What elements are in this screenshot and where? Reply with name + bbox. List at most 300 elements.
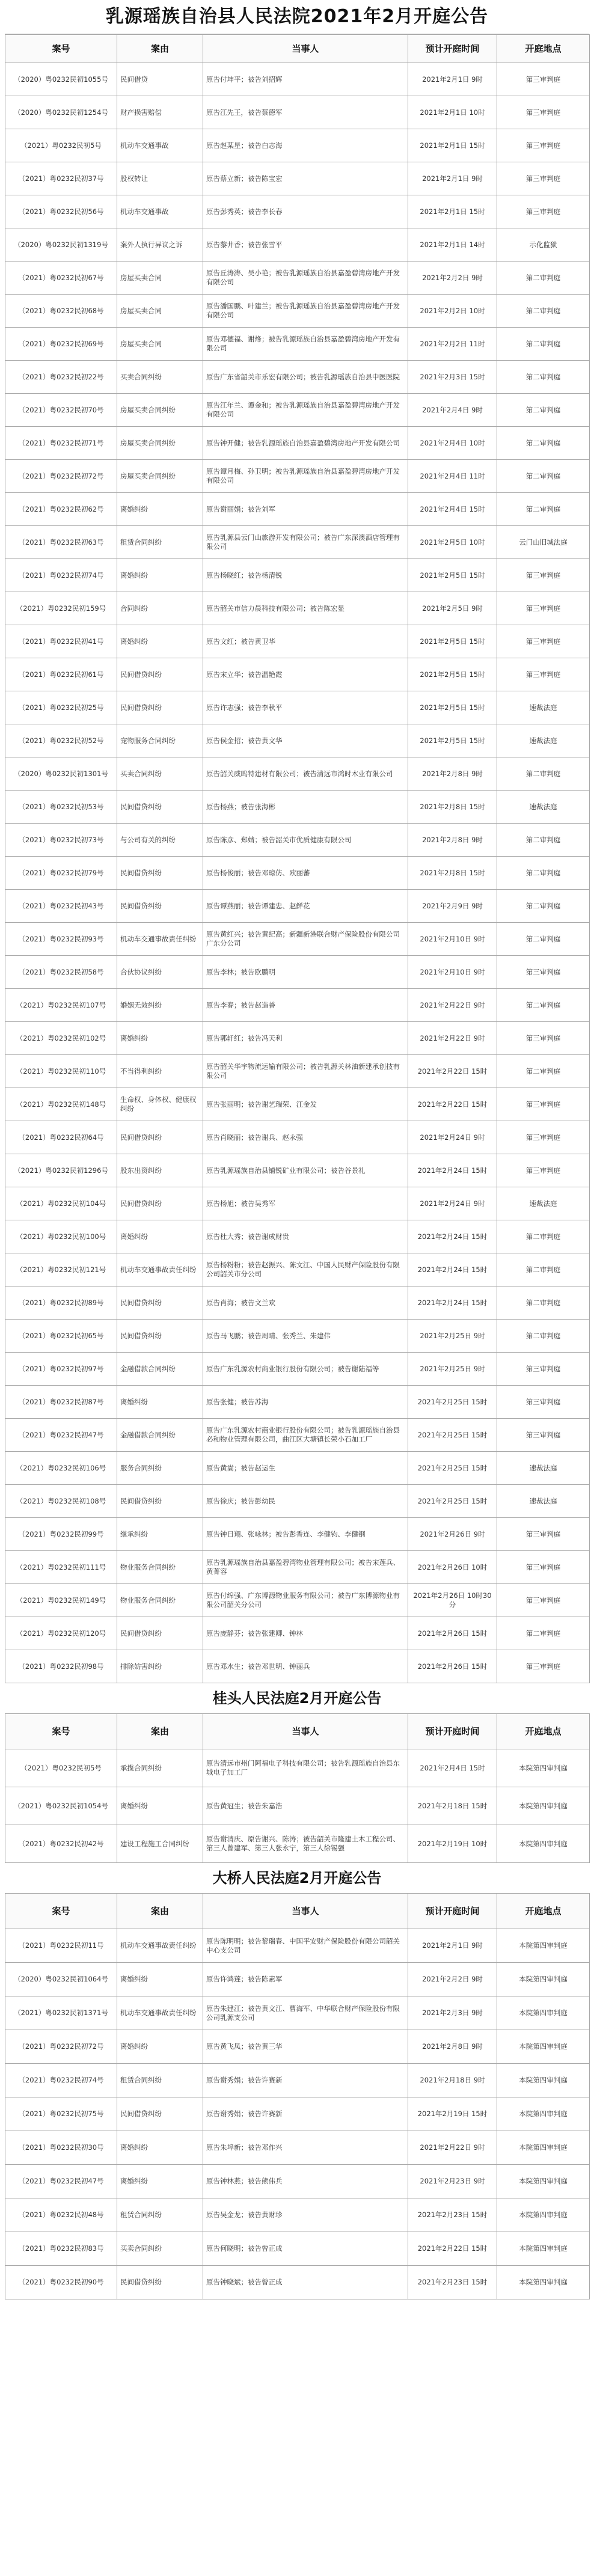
table-row [5,1187,590,1220]
table-row [5,1650,590,1683]
hearing-time-cell: 2021年2月1日 15时 [408,195,497,228]
table-row [5,2266,590,2299]
cause-cell: 民间借贷纠纷 [117,890,203,923]
table-row [5,1749,590,1787]
table-row [5,1386,590,1419]
parties-cell: 原告宋立华；被告温艳霞 [203,658,408,691]
table-row [5,691,590,724]
parties-cell: 原告黎井香；被告张雪平 [203,228,408,262]
case-number-cell: （2021）粤0232民初61号 [5,658,117,691]
hearing-time-cell: 2021年2月22日 9时 [408,989,497,1022]
table-row [5,1154,590,1187]
table-row [5,592,590,625]
cause-cell: 离婚纠纷 [117,2131,203,2165]
cause-cell: 金融借款合同纠纷 [117,1353,203,1386]
parties-cell: 原告何晓明；被告曾正成 [203,2232,408,2266]
cause-cell: 离婚纠纷 [117,1220,203,1253]
hearing-time-cell: 2021年2月5日 9时 [408,592,497,625]
cause-cell: 民间借贷纠纷 [117,2266,203,2299]
case-number-cell: （2021）粤0232民初87号 [5,1386,117,1419]
table-row [5,625,590,658]
parties-cell: 原告彭秀英；被告李长春 [203,195,408,228]
hearing-time-cell: 2021年2月23日 9时 [408,2165,497,2198]
table-row [5,890,590,923]
parties-cell: 原告李春；被告赵造善 [203,989,408,1022]
location-cell: 本院第四审判庭 [497,2030,590,2064]
case-number-cell: （2021）粤0232民初41号 [5,625,117,658]
cause-cell: 房屋买卖合同纠纷 [117,460,203,493]
cause-cell: 生命权、身体权、健康权纠纷 [117,1088,203,1121]
parties-cell: 原告钟林燕；被告熊伟兵 [203,2165,408,2198]
location-cell: 第三审判庭 [497,162,590,195]
hearing-time-cell: 2021年2月2日 9时 [408,262,497,295]
hearing-time-cell: 2021年2月2日 9时 [408,1963,497,1996]
case-number-cell: （2021）粤0232民初90号 [5,2266,117,2299]
cause-cell: 买卖合同纠纷 [117,2232,203,2266]
cause-cell: 建设工程施工合同纠纷 [117,1825,203,1863]
location-cell: 速裁法庭 [497,691,590,724]
table-row [5,2097,590,2131]
case-number-cell: （2021）粤0232民初70号 [5,394,117,427]
case-number-cell: （2021）粤0232民初72号 [5,460,117,493]
parties-cell: 原告韶关威呜特建材有限公司；被告清远市鸿时木业有限公司 [203,757,408,791]
location-cell: 第三审判庭 [497,1518,590,1551]
cause-cell: 民间借贷纠纷 [117,1617,203,1650]
cause-cell: 机动车交通事故责任纠纷 [117,1929,203,1963]
table-row [5,1286,590,1320]
location-cell: 第二审判庭 [497,1055,590,1088]
cause-cell: 案外人执行异议之诉 [117,228,203,262]
location-cell: 第三审判庭 [497,96,590,129]
location-cell: 本院第四审判庭 [497,1996,590,2030]
location-cell: 本院第四审判庭 [497,2165,590,2198]
hearing-time-cell: 2021年2月22日 15时 [408,1088,497,1121]
hearing-time-cell: 2021年2月2日 11时 [408,328,497,361]
case-number-cell: （2021）粤0232民初53号 [5,791,117,824]
parties-cell: 原告谭月梅、孙卫明；被告乳源瑶族自治县嘉盈碧湾房地产开发有限公司 [203,460,408,493]
case-number-cell: （2021）粤0232民初67号 [5,262,117,295]
cause-cell: 股东出资纠纷 [117,1154,203,1187]
case-number-cell: （2021）粤0232民初75号 [5,2097,117,2131]
case-number-cell: （2021）粤0232民初110号 [5,1055,117,1088]
location-cell: 第三审判庭 [497,1154,590,1187]
table-row [5,1996,590,2030]
location-cell: 速裁法庭 [497,1485,590,1518]
location-cell: 本院第四审判庭 [497,2266,590,2299]
parties-cell: 原告潘国鹏、叶建兰；被告乳源瑶族自治县嘉盈碧湾房地产开发有限公司 [203,295,408,328]
case-number-cell: （2021）粤0232民初149号 [5,1584,117,1617]
parties-cell: 原告韶关市信力晨科技有限公司；被告陈宏显 [203,592,408,625]
location-cell: 第二审判庭 [497,1286,590,1320]
parties-cell: 原告文红；被告黄卫华 [203,625,408,658]
parties-cell: 原告徐庆；被告彭幼民 [203,1485,408,1518]
cause-cell: 房屋买卖合同 [117,328,203,361]
location-cell: 第三审判庭 [497,1551,590,1584]
header-parties: 当事人 [203,1894,408,1929]
parties-cell: 原告蔡立新；被告陈宝宏 [203,162,408,195]
cause-cell: 买卖合同纠纷 [117,757,203,791]
case-number-cell: （2020）粤0232民初1319号 [5,228,117,262]
case-number-cell: （2021）粤0232民初111号 [5,1551,117,1584]
case-number-cell: （2021）粤0232民初159号 [5,592,117,625]
hearing-time-cell: 2021年2月18日 9时 [408,2064,497,2097]
hearing-time-cell: 2021年2月1日 14时 [408,228,497,262]
parties-cell: 原告马飞鹏；被告周晴、张秀兰、朱建伟 [203,1320,408,1353]
table-row [5,1485,590,1518]
case-number-cell: （2021）粤0232民初48号 [5,2198,117,2232]
case-number-cell: （2021）粤0232民初65号 [5,1320,117,1353]
case-number-cell: （2021）粤0232民初99号 [5,1518,117,1551]
parties-cell: 原告许志强；被告李秋平 [203,691,408,724]
header-case-no: 案号 [5,35,117,63]
header-location: 开庭地点 [497,1894,590,1929]
cause-cell: 离婚纠纷 [117,559,203,592]
location-cell: 第二审判庭 [497,295,590,328]
parties-cell: 原告广东乳源农村商业银行股份有限公司；被告乳源瑶族自治县必和物业管理有限公司，曲江区大塘镇长荣小石加工厂 [203,1419,408,1452]
cause-cell: 房屋买卖合同纠纷 [117,394,203,427]
location-cell: 速裁法庭 [497,791,590,824]
table-row [5,559,590,592]
cause-cell: 机动车交通事故责任纠纷 [117,923,203,956]
parties-cell: 原告朱建江；被告黄文江、曹海军、中华联合财产保险股份有限公司乳源支公司 [203,1996,408,2030]
table-row [5,658,590,691]
cause-cell: 机动车交通事故 [117,129,203,162]
cause-cell: 机动车交通事故 [117,195,203,228]
header-cause: 案由 [117,1714,203,1749]
location-cell: 第三审判庭 [497,658,590,691]
location-cell: 第二审判庭 [497,460,590,493]
parties-cell: 原告谢秀娟；被告许赛新 [203,2097,408,2131]
parties-cell: 原告张丽明；被告谢艺瑞荣、江金发 [203,1088,408,1121]
location-cell: 第二审判庭 [497,394,590,427]
parties-cell: 原告钟开健；被告乳源瑶族自治县嘉盈碧湾房地产开发有限公司 [203,427,408,460]
cause-cell: 民间借贷纠纷 [117,691,203,724]
hearing-time-cell: 2021年2月24日 9时 [408,1187,497,1220]
location-cell: 本院第四审判庭 [497,2198,590,2232]
hearing-time-cell: 2021年2月24日 15时 [408,1286,497,1320]
hearing-time-cell: 2021年2月1日 9时 [408,1929,497,1963]
parties-cell: 原告谢清庆、原告谢兴、陈涛；被告韶关市隆建土木工程公司、第三人曾建军、第三人张永宁，第三人徐锡强 [203,1825,408,1863]
daqiao-table [5,1893,590,2299]
parties-cell: 原告杨晓红；被告杨清锐 [203,559,408,592]
location-cell: 第三审判庭 [497,129,590,162]
cause-cell: 房屋买卖合同 [117,295,203,328]
table-row [5,1452,590,1485]
header-case-no: 案号 [5,1714,117,1749]
hearing-time-cell: 2021年2月19日 15时 [408,2097,497,2131]
parties-cell: 原告郭轩红；被告冯天利 [203,1022,408,1055]
cause-cell: 股权转让 [117,162,203,195]
case-number-cell: （2021）粤0232民初1371号 [5,1996,117,2030]
location-cell: 本院第四审判庭 [497,2064,590,2097]
location-cell: 第三审判庭 [497,1584,590,1617]
parties-cell: 原告付坤平；被告刘招辉 [203,63,408,96]
parties-cell: 原告李林；被告欧鹏明 [203,956,408,989]
parties-cell: 原告杨俊丽；被告邓琼仿、欧丽蕃 [203,857,408,890]
location-cell: 第二审判庭 [497,1253,590,1286]
header-case-no: 案号 [5,1894,117,1929]
parties-cell: 原告谢丽娟；被告刘军 [203,493,408,526]
table-row [5,328,590,361]
cause-cell: 不当得利纠纷 [117,1055,203,1088]
case-number-cell: （2021）粤0232民初37号 [5,162,117,195]
parties-cell: 原告邓水生；被告邓世明、钟丽兵 [203,1650,408,1683]
table-row [5,1963,590,1996]
cause-cell: 离婚纠纷 [117,1022,203,1055]
cause-cell: 继承纠纷 [117,1518,203,1551]
hearing-time-cell: 2021年2月1日 10时 [408,96,497,129]
parties-cell: 原告陈明明；被告黎瑞春、中国平安财产保险股份有限公司韶关中心支公司 [203,1929,408,1963]
cause-cell: 物业服务合同纠纷 [117,1584,203,1617]
table-row [5,857,590,890]
cause-cell: 宠物服务合同纠纷 [117,724,203,757]
case-number-cell: （2021）粤0232民初5号 [5,129,117,162]
location-cell: 第二审判庭 [497,824,590,857]
table-row [5,493,590,526]
parties-cell: 原告谢秀娟；被告许赛新 [203,2064,408,2097]
table-row [5,757,590,791]
case-number-cell: （2020）粤0232民初1055号 [5,63,117,96]
hearing-time-cell: 2021年2月4日 10时 [408,427,497,460]
cause-cell: 财产损害赔偿 [117,96,203,129]
table-row [5,262,590,295]
hearing-time-cell: 2021年2月26日 15时 [408,1617,497,1650]
hearing-time-cell: 2021年2月8日 9时 [408,2030,497,2064]
daqiao-table-body [5,1929,590,2299]
cause-cell: 离婚纠纷 [117,1386,203,1419]
hearing-time-cell: 2021年2月8日 15时 [408,857,497,890]
cause-cell: 民间借贷纠纷 [117,1187,203,1220]
parties-cell: 原告钟晓斌；被告曾正成 [203,2266,408,2299]
cause-cell: 机动车交通事故责任纠纷 [117,1253,203,1286]
location-cell: 第二审判庭 [497,1320,590,1353]
cause-cell: 机动车交通事故责任纠纷 [117,1996,203,2030]
main-court-table [5,34,590,1683]
hearing-time-cell: 2021年2月24日 15时 [408,1154,497,1187]
cause-cell: 民间借贷纠纷 [117,791,203,824]
cause-cell: 民间借贷纠纷 [117,658,203,691]
cause-cell: 承揽合同纠纷 [117,1749,203,1787]
parties-cell: 原告谭燕丽；被告谭建忠、赵鲜花 [203,890,408,923]
location-cell: 本院第四审判庭 [497,1929,590,1963]
parties-cell: 原告邓德福、谢烽；被告乳源瑶族自治县嘉盈碧湾房地产开发有限公司 [203,328,408,361]
case-number-cell: （2021）粤0232民初64号 [5,1121,117,1154]
case-number-cell: （2021）粤0232民初71号 [5,427,117,460]
case-number-cell: （2021）粤0232民初97号 [5,1353,117,1386]
cause-cell: 离婚纠纷 [117,493,203,526]
case-number-cell: （2021）粤0232民初47号 [5,1419,117,1452]
case-number-cell: （2021）粤0232民初98号 [5,1650,117,1683]
hearing-time-cell: 2021年2月4日 15时 [408,493,497,526]
location-cell: 本院第四审判庭 [497,1749,590,1787]
cause-cell: 租赁合同纠纷 [117,526,203,559]
parties-cell: 原告乳源瑶族自治县铺锐矿业有限公司；被告谷景礼 [203,1154,408,1187]
hearing-time-cell: 2021年2月1日 9时 [408,63,497,96]
case-number-cell: （2021）粤0232民初5号 [5,1749,117,1787]
hearing-time-cell: 2021年2月23日 15时 [408,2266,497,2299]
cause-cell: 合同纠纷 [117,592,203,625]
parties-cell: 原告江先王，被告蔡德军 [203,96,408,129]
case-number-cell: （2021）粤0232民初43号 [5,890,117,923]
hearing-time-cell: 2021年2月3日 9时 [408,1996,497,2030]
location-cell: 第二审判庭 [497,923,590,956]
cause-cell: 民间借贷纠纷 [117,1320,203,1353]
table-row [5,2165,590,2198]
header-time: 预计开庭时间 [408,1894,497,1929]
table-row [5,427,590,460]
cause-cell: 离婚纠纷 [117,1963,203,1996]
location-cell: 速裁法庭 [497,1187,590,1220]
cause-cell: 民间借贷纠纷 [117,1121,203,1154]
cause-cell: 服务合同纠纷 [117,1452,203,1485]
table-row [5,824,590,857]
cause-cell: 房屋买卖合同纠纷 [117,427,203,460]
hearing-time-cell: 2021年2月25日 15时 [408,1386,497,1419]
case-number-cell: （2021）粤0232民初107号 [5,989,117,1022]
location-cell: 本院第四审判庭 [497,2131,590,2165]
table-header-row [5,1894,590,1929]
hearing-time-cell: 2021年2月22日 9时 [408,1022,497,1055]
table-row [5,361,590,394]
header-parties: 当事人 [203,1714,408,1749]
case-number-cell: （2021）粤0232民初148号 [5,1088,117,1121]
case-number-cell: （2021）粤0232民初42号 [5,1825,117,1863]
parties-cell: 原告张健；被告苏海 [203,1386,408,1419]
location-cell: 第二审判庭 [497,757,590,791]
table-row [5,1929,590,1963]
table-row [5,394,590,427]
location-cell: 第三审判庭 [497,592,590,625]
hearing-time-cell: 2021年2月25日 15时 [408,1419,497,1452]
cause-cell: 合伙协议纠纷 [117,956,203,989]
cause-cell: 民间借贷纠纷 [117,2097,203,2131]
table-row [5,1518,590,1551]
parties-cell: 原告丘涛涛、吴小艳；被告乳源瑶族自治县嘉盈碧湾房地产开发有限公司 [203,262,408,295]
cause-cell: 金融借款合同纠纷 [117,1419,203,1452]
guitou-table [5,1713,590,1863]
location-cell: 第二审判庭 [497,1220,590,1253]
case-number-cell: （2021）粤0232民初1054号 [5,1787,117,1825]
document [5,0,589,2299]
case-number-cell: （2021）粤0232民初102号 [5,1022,117,1055]
cause-cell: 民间借贷纠纷 [117,1485,203,1518]
hearing-time-cell: 2021年2月5日 10时 [408,526,497,559]
table-row [5,1220,590,1253]
location-cell: 本院第四审判庭 [497,2232,590,2266]
location-cell: 第三审判庭 [497,625,590,658]
location-cell: 第二审判庭 [497,361,590,394]
hearing-time-cell: 2021年2月10日 9时 [408,956,497,989]
case-number-cell: （2021）粤0232民初121号 [5,1253,117,1286]
parties-cell: 原告广东省韶关市乐宏有限公司；被告乳源瑶族自治县中医医院 [203,361,408,394]
case-number-cell: （2021）粤0232民初74号 [5,559,117,592]
case-number-cell: （2021）粤0232民初11号 [5,1929,117,1963]
table-row [5,63,590,96]
location-cell: 第三审判庭 [497,195,590,228]
guitou-section-title: 桂头人民法庭2月开庭公告 [212,1690,382,1707]
table-row [5,228,590,262]
hearing-time-cell: 2021年2月23日 15时 [408,2198,497,2232]
case-number-cell: （2021）粤0232民初56号 [5,195,117,228]
hearing-time-cell: 2021年2月3日 15时 [408,361,497,394]
parties-cell: 原告乳源瑶族自治县嘉盈碧湾物业管理有限公司；被告宋莲兵、黄菁容 [203,1551,408,1584]
parties-cell: 原告钟日翔、张咏林；被告彭香连、李健钧、李健钢 [203,1518,408,1551]
table-row [5,1088,590,1121]
table-row [5,1419,590,1452]
location-cell: 第三审判庭 [497,1650,590,1683]
hearing-time-cell: 2021年2月4日 11时 [408,460,497,493]
hearing-time-cell: 2021年2月24日 15时 [408,1220,497,1253]
hearing-time-cell: 2021年2月24日 9时 [408,1121,497,1154]
location-cell: 速裁法庭 [497,724,590,757]
case-number-cell: （2021）粤0232民初58号 [5,956,117,989]
hearing-time-cell: 2021年2月8日 15时 [408,791,497,824]
table-header-row [5,1714,590,1749]
header-cause: 案由 [117,1894,203,1929]
table-row [5,2232,590,2266]
hearing-time-cell: 2021年2月4日 9时 [408,394,497,427]
table-row [5,1320,590,1353]
hearing-time-cell: 2021年2月19日 10时 [408,1825,497,1863]
case-number-cell: （2021）粤0232民初100号 [5,1220,117,1253]
guitou-table-body [5,1749,590,1863]
hearing-time-cell: 2021年2月26日 10时30分 [408,1584,497,1617]
cause-cell: 与公司有关的纠纷 [117,824,203,857]
location-cell: 第三审判庭 [497,1022,590,1055]
hearing-time-cell: 2021年2月5日 15时 [408,559,497,592]
location-cell: 第二审判庭 [497,328,590,361]
parties-cell: 原告朱埠新；被告邓作兴 [203,2131,408,2165]
table-row [5,295,590,328]
cause-cell: 离婚纠纷 [117,2030,203,2064]
header-location: 开庭地点 [497,35,590,63]
hearing-time-cell: 2021年2月26日 10时 [408,1551,497,1584]
table-row [5,1617,590,1650]
table-row [5,1584,590,1617]
hearing-time-cell: 2021年2月26日 9时 [408,1518,497,1551]
table-row [5,96,590,129]
hearing-time-cell: 2021年2月10日 9时 [408,923,497,956]
table-row [5,2030,590,2064]
case-number-cell: （2021）粤0232民初22号 [5,361,117,394]
case-number-cell: （2021）粤0232民初30号 [5,2131,117,2165]
parties-cell: 原告黄冠生；被告朱嘉浩 [203,1787,408,1825]
location-cell: 第二审判庭 [497,262,590,295]
table-row [5,2064,590,2097]
parties-cell: 原告赵某星；被告白志海 [203,129,408,162]
hearing-time-cell: 2021年2月1日 15时 [408,129,497,162]
cause-cell: 婚姻无效纠纷 [117,989,203,1022]
table-row [5,1253,590,1286]
case-number-cell: （2021）粤0232民初120号 [5,1617,117,1650]
cause-cell: 离婚纠纷 [117,1787,203,1825]
parties-cell: 原告韶关华宇物流运输有限公司；被告乳源关林油新建承创技有限公司 [203,1055,408,1088]
hearing-time-cell: 2021年2月2日 10时 [408,295,497,328]
hearing-time-cell: 2021年2月5日 15时 [408,658,497,691]
location-cell: 第二审判庭 [497,890,590,923]
main-table-body [5,63,590,1683]
location-cell: 第二审判庭 [497,1617,590,1650]
table-row [5,791,590,824]
case-number-cell: （2021）粤0232民初69号 [5,328,117,361]
hearing-time-cell: 2021年2月8日 9时 [408,757,497,791]
parties-cell: 原告付绵强、广东博源物业服务有限公司；被告广东博源物业有限公司韶关分公司 [203,1584,408,1617]
location-cell: 本院第四审判庭 [497,2097,590,2131]
case-number-cell: （2020）粤0232民初1254号 [5,96,117,129]
header-location: 开庭地点 [497,1714,590,1749]
cause-cell: 民间借贷纠纷 [117,1286,203,1320]
table-row [5,1121,590,1154]
